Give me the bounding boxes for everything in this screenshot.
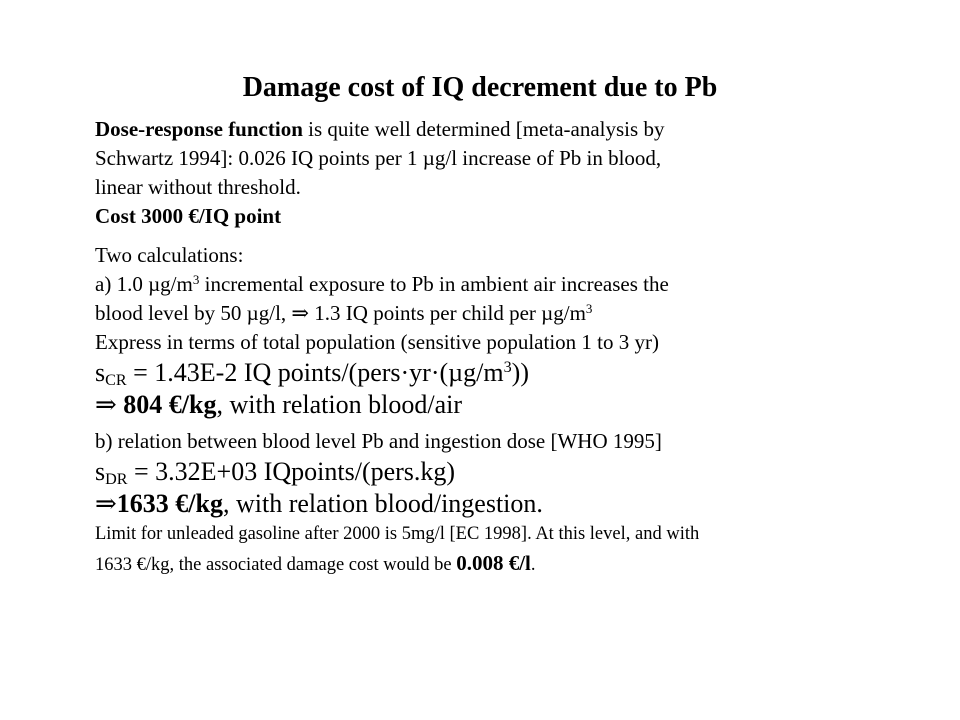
calculation-a-line-1 bbox=[95, 270, 895, 299]
result-a-value: 804 €/kg bbox=[116, 390, 217, 419]
calc-a-superscript-2: 3 bbox=[585, 300, 593, 316]
implies-arrow-icon: ⇒ bbox=[95, 489, 117, 519]
implies-arrow-icon: ⇒ bbox=[95, 390, 117, 420]
scr-subscript: CR bbox=[105, 372, 127, 390]
sdr-subscript: DR bbox=[105, 471, 128, 489]
result-b bbox=[95, 488, 895, 520]
limit-line-1: Limit for unleaded gasoline after 2000 is 5mg/l [EC 1998]. At this level, and with bbox=[95, 524, 700, 544]
scr-value: = 1.43E-2 IQ points/(pers·yr·(µg/m bbox=[126, 358, 504, 387]
scr-close: )) bbox=[511, 358, 529, 387]
result-b-value: 1633 €/kg bbox=[116, 489, 223, 518]
dose-response-text: is quite well determined [meta-analysis by bbox=[302, 117, 665, 141]
implies-arrow-icon: ⇒ bbox=[291, 301, 310, 325]
calculation-a-line-2 bbox=[95, 299, 895, 328]
dose-response-line-2: Schwartz 1994]: 0.026 IQ points per 1 µg/l increase of Pb in blood, bbox=[95, 146, 662, 170]
dose-response-line-3: linear without threshold. bbox=[95, 175, 301, 199]
slope-factor-dr bbox=[95, 456, 895, 488]
slope-factor-cr bbox=[95, 357, 895, 389]
calculation-b-line: b) relation between blood level Pb and ingestion dose [WHO 1995] bbox=[95, 429, 662, 453]
limit-line-2 bbox=[95, 549, 895, 580]
calc-a-text: a) 1.0 µg/m bbox=[95, 272, 193, 296]
calculations-intro: Two calculations: bbox=[95, 243, 244, 267]
slide-title: Damage cost of IQ decrement due to Pb bbox=[242, 72, 718, 103]
calculation-a-line-3: Express in terms of total population (sensitive population 1 to 3 yr) bbox=[95, 330, 659, 354]
result-a bbox=[95, 389, 895, 421]
slide-body bbox=[95, 115, 895, 580]
limit-end: . bbox=[530, 555, 536, 575]
sdr-value: = 3.32E+03 IQpoints/(pers.kg) bbox=[127, 457, 456, 486]
scr-superscript: 3 bbox=[503, 359, 512, 377]
calc-a-blood-level: blood level by 50 µg/l, bbox=[95, 301, 292, 325]
dose-response-heading: Dose-response function bbox=[95, 117, 303, 141]
calc-a-superscript: 3 bbox=[192, 271, 200, 287]
dose-response-line-1 bbox=[95, 115, 895, 144]
scr-symbol: s bbox=[95, 358, 106, 387]
calc-a-text-2: incremental exposure to Pb in ambient air increases the bbox=[199, 272, 669, 296]
result-b-text: , with relation blood/ingestion. bbox=[222, 489, 543, 518]
limit-text: 1633 €/kg, the associated damage cost would be bbox=[95, 555, 457, 575]
result-a-text: , with relation blood/air bbox=[216, 390, 462, 419]
damage-cost-value: 0.008 €/l bbox=[456, 551, 531, 575]
calc-a-iq-points: 1.3 IQ points per child per µg/m bbox=[309, 301, 586, 325]
cost-per-iq-point: Cost 3000 €/IQ point bbox=[95, 204, 282, 228]
sdr-symbol: s bbox=[95, 457, 106, 486]
